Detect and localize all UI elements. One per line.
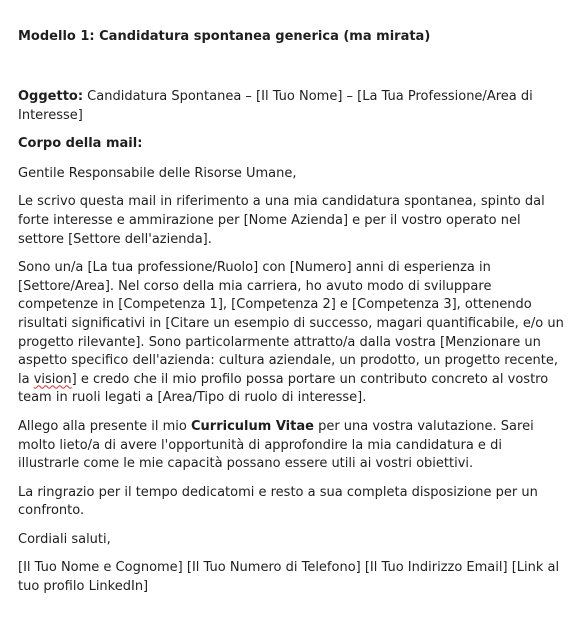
signature: [Il Tuo Nome e Cognome] [Il Tuo Numero di Telefono] [Il Tuo Indirizzo Email] [Link al tuo profilo LinkedIn] xyxy=(18,560,560,595)
paragraph-experience-text-2: ] e credo che il mio profilo possa portare un contributo concreto al vostro team in ruoli legati a [Area/Tipo di ruolo di interesse]. xyxy=(18,371,549,406)
document-title: Modello 1: Candidatura spontanea generica (ma mirata) xyxy=(18,29,431,44)
paragraph-thanks: La ringrazio per il tempo dedicatomi e resto a sua completa disposizione per un confronto. xyxy=(18,484,538,519)
spellcheck-flagged-word[interactable]: vision xyxy=(33,371,72,387)
paragraph-attachment xyxy=(18,418,566,474)
paragraph-attachment-text-1: Allego alla presente il mio xyxy=(18,418,192,434)
document-body xyxy=(18,28,566,607)
paragraph-attachment-text-2: per una vostra valutazione. Sarei molto lieto/a di avere l'opportunità di approfondire la mia candidatura e di illustrarle come le mie capacità possano essere utili ai vostri obiettivi. xyxy=(18,418,534,472)
body-heading: Corpo della mail: xyxy=(18,136,143,152)
closing: Cordiali saluti, xyxy=(18,531,111,547)
subject-text: Candidatura Spontanea – [Il Tuo Nome] – [La Tua Professione/Area di Interesse] xyxy=(18,89,533,123)
subject-label: Oggetto: xyxy=(18,89,84,104)
email-subject-line xyxy=(18,88,566,125)
paragraph-experience xyxy=(18,259,566,408)
cv-bold-text: Curriculum Vitae xyxy=(191,418,314,434)
paragraph-intro: Le scrivo questa mail in riferimento a una mia candidatura spontanea, spinto dal forte interesse e ammirazione per [Nome Azienda] e per il vostro operato nel settore [Settore dell'azienda]. xyxy=(18,194,545,247)
greeting: Gentile Responsabile delle Risorse Umane, xyxy=(18,165,297,181)
paragraph-experience-text-1: Sono un/a [La tua professione/Ruolo] con [Numero] anni di esperienza in [Settore/Area]. Nel corso della mia carriera, ho avuto modo di sviluppare competenze in [Competenza 1], [Competenza 2] e [Competenza 3], ottenendo risultati significativi in [Citare un esempio di successo, magari quantificabile, e/o un progetto rilevante]. Sono particolarmente attratto/a dalla vostra [Menzionare un aspetto specifico dell'azienda: cultura aziendale, un prodotto, un progetto recente, la xyxy=(18,260,564,387)
